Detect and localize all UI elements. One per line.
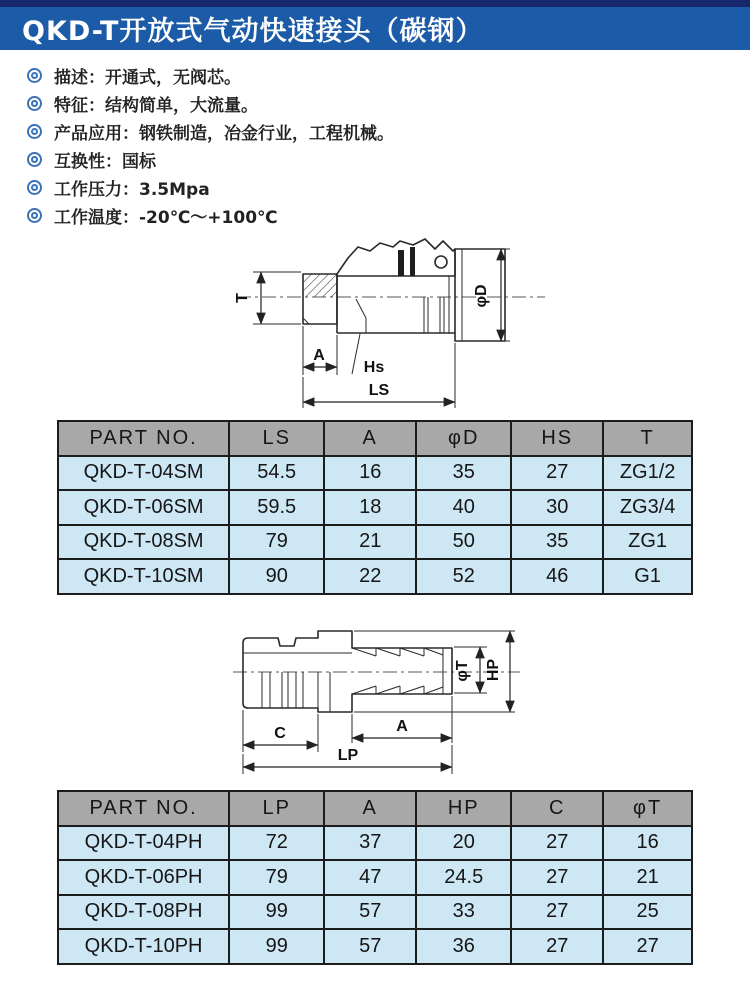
feature-item [27,201,727,229]
cell: 27 [511,929,603,964]
cell: 99 [229,895,324,930]
dim-label-t: T [234,293,251,303]
cell: 57 [324,895,416,930]
cell: 27 [511,456,603,491]
technical-drawing-socket [228,230,550,412]
bullseye-icon [27,180,42,195]
title-bar [0,7,750,50]
col-header: LS [229,421,324,456]
dimension-phiD [473,249,501,341]
cell: 35 [416,456,511,491]
col-header: φD [416,421,511,456]
cell: 72 [229,826,324,861]
feature-item [27,117,727,145]
dimension-T [234,272,301,324]
cell: 47 [324,860,416,895]
cell: 50 [416,525,511,560]
table-row [58,456,692,491]
cell: 52 [416,559,511,594]
cell-part-no: QKD-T-06PH [58,860,229,895]
dim-label-a: A [313,347,325,364]
table-row [58,895,692,930]
table-row [58,559,692,594]
table-row [58,490,692,525]
cell: 20 [416,826,511,861]
cell: 36 [416,929,511,964]
feature-text: 产品应用：钢铁制造，冶金行业，工程机械。 [54,123,394,144]
dimension-phiT [454,647,487,693]
feature-item [27,61,727,89]
bullseye-icon [27,152,42,167]
cell: 21 [603,860,692,895]
cell: ZG3/4 [603,490,692,525]
feature-text: 互换性：国标 [54,151,156,172]
table-row [58,860,692,895]
cell-part-no: QKD-T-08PH [58,895,229,930]
top-navy-strip [0,0,750,7]
cell: 35 [511,525,603,560]
cell: 22 [324,559,416,594]
col-header: HP [416,791,511,826]
dim-label-hp: HP [485,658,502,682]
cell-part-no: QKD-T-04SM [58,456,229,491]
cell: 59.5 [229,490,324,525]
cell: 40 [416,490,511,525]
spec-table-sm [57,420,693,595]
cell: 30 [511,490,603,525]
cell: 27 [511,826,603,861]
feature-text: 工作压力：3.5Mpa [54,179,210,200]
dim-label-c: C [274,725,286,742]
cell: 27 [511,860,603,895]
feature-item [27,89,727,117]
table-row [58,525,692,560]
dim-label-phit: φT [454,660,471,682]
cell: ZG1/2 [603,456,692,491]
cell: 21 [324,525,416,560]
cell: 90 [229,559,324,594]
dim-label-a: A [396,718,408,735]
table-row [58,826,692,861]
cell: 16 [603,826,692,861]
col-header: C [511,791,603,826]
cell: 27 [603,929,692,964]
cell: 54.5 [229,456,324,491]
cell: ZG1 [603,525,692,560]
cell-part-no: QKD-T-04PH [58,826,229,861]
bullseye-icon [27,208,42,223]
col-header: T [603,421,692,456]
cell: 79 [229,860,324,895]
table-row [58,929,692,964]
bullseye-icon [27,68,42,83]
feature-item [27,145,727,173]
feature-list [27,61,727,229]
cell: G1 [603,559,692,594]
col-header: PART NO. [58,421,229,456]
spec-table-ph [57,790,693,965]
dimension-A [303,326,337,375]
cell: 18 [324,490,416,525]
feature-text: 描述：开通式，无阀芯。 [54,67,241,88]
cell: 57 [324,929,416,964]
col-header: HS [511,421,603,456]
col-header: LP [229,791,324,826]
feature-item [27,173,727,201]
dimension-LP [243,745,452,774]
dimension-HP [354,631,515,712]
bullseye-icon [27,124,42,139]
col-header: φT [603,791,692,826]
cell: 37 [324,826,416,861]
dimension-Hs [352,334,384,376]
cell: 46 [511,559,603,594]
cell: 24.5 [416,860,511,895]
cell: 25 [603,895,692,930]
cell: 99 [229,929,324,964]
cell: 16 [324,456,416,491]
cell: 27 [511,895,603,930]
col-header: PART NO. [58,791,229,826]
dim-label-lp: LP [337,747,359,764]
bullseye-icon [27,96,42,111]
col-header: A [324,421,416,456]
dimension-C [243,710,318,752]
table-header-row [58,791,692,826]
cell: 33 [416,895,511,930]
cell-part-no: QKD-T-10PH [58,929,229,964]
page-title: QKD-T开放式气动快速接头（碳钢） [22,16,484,47]
cell: 79 [229,525,324,560]
col-header: A [324,791,416,826]
dim-label-ls: LS [368,382,390,399]
cell-part-no: QKD-T-10SM [58,559,229,594]
dimension-A [352,696,452,743]
table-header-row [58,421,692,456]
feature-text: 工作温度：-20℃～+100℃ [54,207,278,228]
cell-part-no: QKD-T-06SM [58,490,229,525]
dim-label-phid: φD [473,284,490,308]
dim-label-hs: Hs [363,359,385,376]
feature-text: 特征：结构简单，大流量。 [54,95,258,116]
plug-body [243,631,452,712]
cell-part-no: QKD-T-08SM [58,525,229,560]
technical-drawing-hose-barb [222,612,528,792]
